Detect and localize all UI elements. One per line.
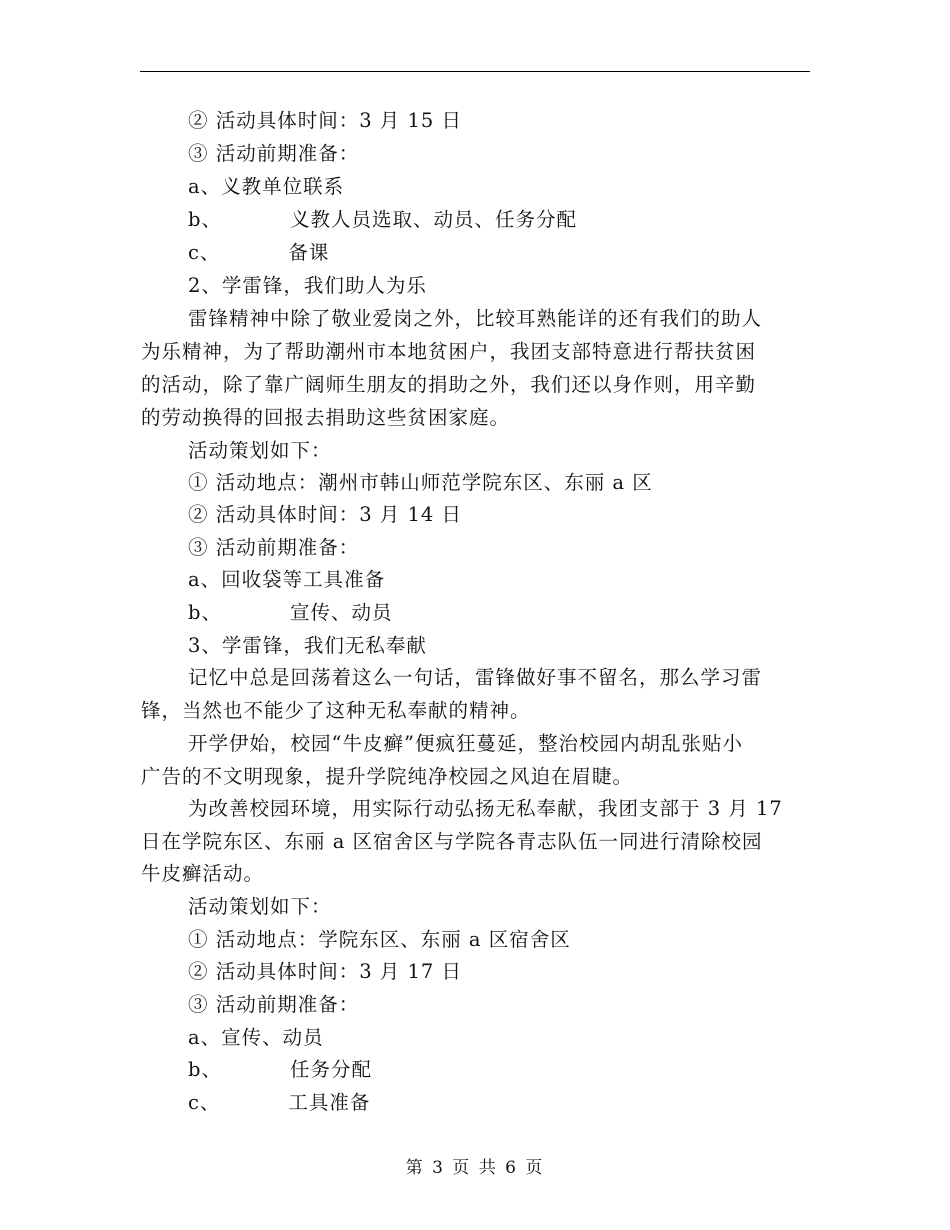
s3-item-b-text: 任务分配 — [289, 1058, 372, 1081]
s3-prep-line: ③ 活动前期准备： — [188, 993, 360, 1016]
s3-para2-line: 开学伊始，校园“牛皮癣”便疯狂蔓延，整治校园内胡乱张贴小 — [188, 732, 743, 755]
s3-para3-line: 为改善校园环境，用实际行动弘扬无私奉献，我团支部于 3 月 17 — [188, 797, 783, 820]
s2-item-a: a、回收袋等工具准备 — [188, 568, 386, 591]
s1-item-b — [188, 204, 577, 236]
s1-item-a: a、义教单位联系 — [188, 175, 345, 198]
s3-para1-line: 记忆中总是回荡着这么一句话，雷锋做好事不留名，那么学习雷 — [188, 666, 763, 689]
s3-item-b-label: b、 — [188, 1058, 222, 1081]
s2-place-line: ① 活动地点：潮州市韩山师范学院东区、东丽 a 区 — [188, 471, 653, 494]
s3-plan-heading: 活动策划如下： — [188, 895, 332, 918]
s2-para-line: 的活动，除了靠广阔师生朋友的捐助之外，我们还以身作则，用辛勤 — [141, 373, 757, 396]
s3-para3-line: 牛皮癣活动。 — [141, 862, 265, 885]
s3-para3-line: 日在学院东区、东丽 a 区宿舍区与学院各青志队伍一同进行清除校园 — [141, 830, 763, 853]
section-2-heading: 2、学雷锋，我们助人为乐 — [188, 274, 427, 297]
page-number-footer: 第 3 页 共 6 页 — [405, 1158, 545, 1178]
s2-plan-heading: 活动策划如下： — [188, 439, 332, 462]
s2-prep-line: ③ 活动前期准备： — [188, 536, 360, 559]
s3-item-b — [188, 1054, 372, 1086]
s3-item-a: a、宣传、动员 — [188, 1026, 324, 1049]
s1-item-c-label: c、 — [188, 241, 221, 264]
s2-para-line: 雷锋精神中除了敬业爱岗之外，比较耳熟能详的还有我们的助人 — [188, 307, 763, 330]
s2-item-b-text: 宣传、动员 — [289, 601, 393, 624]
s2-time-line: ② 活动具体时间：3 月 14 日 — [188, 503, 463, 526]
s1-item-c-text: 备课 — [288, 241, 330, 264]
s1-prep-line: ③ 活动前期准备： — [188, 142, 360, 165]
s3-place-line: ① 活动地点：学院东区、东丽 a 区宿舍区 — [188, 928, 571, 951]
s3-para1-line: 锋，当然也不能少了这种无私奉献的精神。 — [141, 699, 531, 722]
s1-time-line: ② 活动具体时间：3 月 15 日 — [188, 109, 463, 132]
s2-para-line: 为乐精神，为了帮助潮州市本地贫困户，我团支部特意进行帮扶贫困 — [141, 340, 757, 363]
s2-para-line: 的劳动换得的回报去捐助这些贫困家庭。 — [141, 406, 511, 429]
s3-item-c-label: c、 — [188, 1091, 221, 1114]
s2-item-b — [188, 597, 393, 629]
header-rule — [140, 71, 810, 72]
s1-item-b-label: b、 — [188, 208, 222, 231]
s3-item-c — [188, 1087, 370, 1119]
s3-para2-line: 广告的不文明现象，提升学院纯净校园之风迫在眉睫。 — [141, 765, 634, 788]
section-3-heading: 3、学雷锋，我们无私奉献 — [188, 634, 427, 657]
s3-item-c-text: 工具准备 — [288, 1091, 371, 1114]
s3-time-line: ② 活动具体时间：3 月 17 日 — [188, 960, 463, 983]
s2-item-b-label: b、 — [188, 601, 222, 624]
s1-item-b-text: 义教人员选取、动员、任务分配 — [289, 208, 577, 231]
s1-item-c — [188, 237, 329, 269]
